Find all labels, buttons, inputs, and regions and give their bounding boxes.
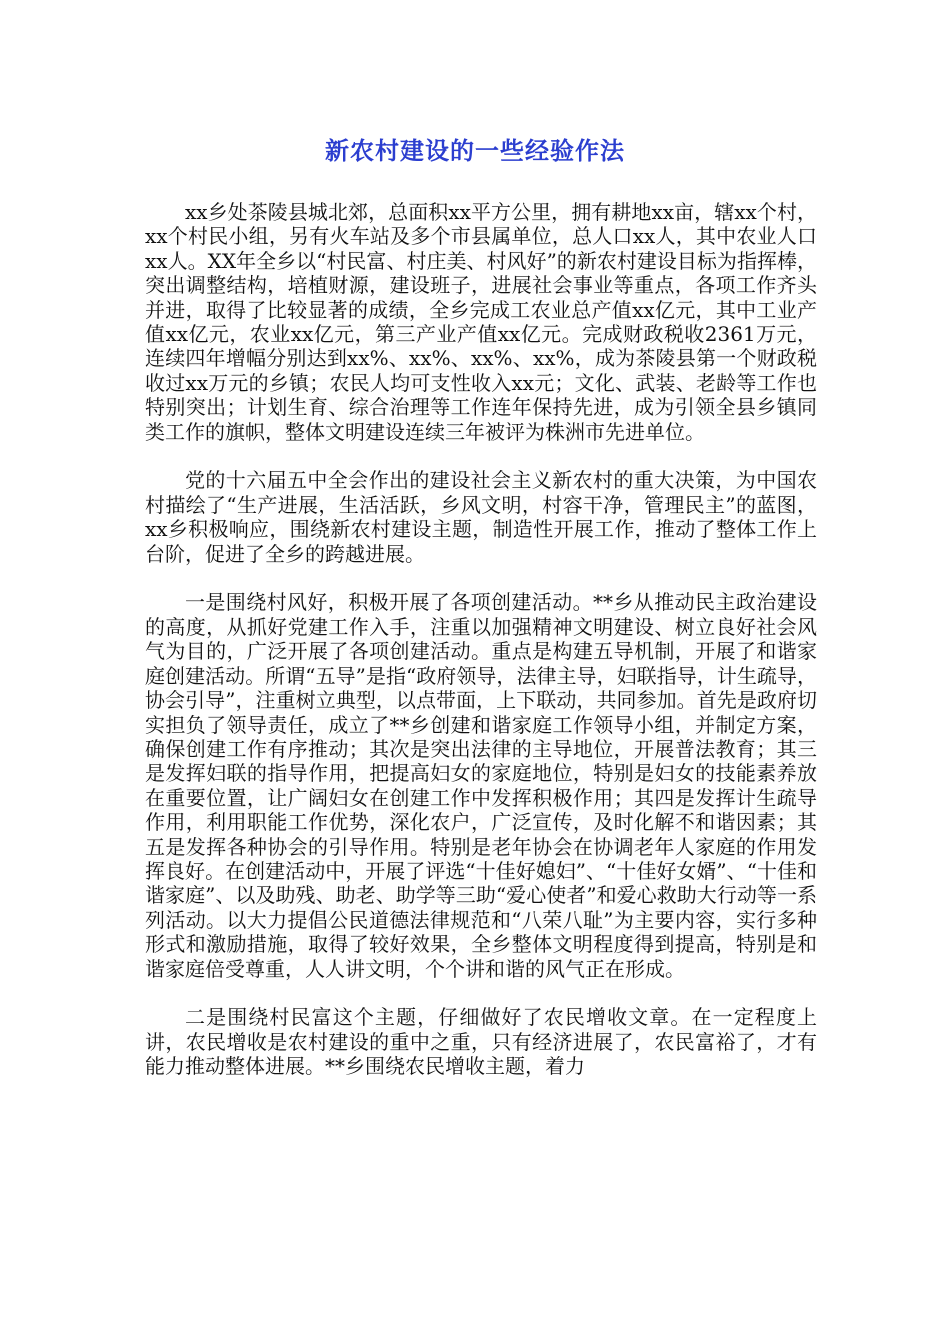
paragraph-intro: xx乡处茶陵县城北郊，总面积xx平方公里，拥有耕地xx亩，辖xx个村，xx个村民小组，另有火车站及多个市县属单位，总人口xx人，其中农业人口xx人。XX年全乡以“村民富、村庄美、村风好”的新农村建设目标为指挥棒，突出调整结构，培植财源，建设班子，进展社会事业等重点，各项工作齐头并进，取得了比较显著的成绩，全乡完成工农业总产值xx亿元，其中工业产值xx亿元，农业xx亿元，第三产业产值xx亿元。完成财政税收2361万元，连续四年增幅分别达到xx%、xx%、xx%、xx%，成为茶陵县第一个财政税收过xx万元的乡镇；农民人均可支性收入xx元；文化、武装、老龄等工作也特别突出；计划生育、综合治理等工作连年保持先进，成为引领全县乡镇同类工作的旗帜，整体文明建设连续三年被评为株洲市先进单位。 [145,200,817,444]
paragraph-farmer-income: 二是围绕村民富这个主题，仔细做好了农民增收文章。在一定程度上讲，农民增收是农村建设的重中之重，只有经济进展了，农民富裕了，才有能力推动整体进展。**乡围绕农民增收主题，着力 [145,1005,817,1079]
paragraph-village-style: 一是围绕村风好，积极开展了各项创建活动。**乡从推动民主政治建设的高度，从抓好党建工作入手，注重以加强精神文明建设、树立良好社会风气为目的，广泛开展了各项创建活动。重点是构建五导机制，开展了和谐家庭创建活动。所谓“五导”是指“政府领导，法律主导，妇联指导，计生疏导，协会引导”，注重树立典型，以点带面，上下联动，共同参加。首先是政府切实担负了领导责任，成立了**乡创建和谐家庭工作领导小组，并制定方案，确保创建工作有序推动；其次是突出法律的主导地位，开展普法教育；其三是发挥妇联的指导作用，把提高妇女的家庭地位，特别是妇女的技能素养放在重要位置，让广阔妇女在创建工作中发挥积极作用；其四是发挥计生疏导作用，利用职能工作优势，深化农户，广泛宣传，及时化解不和谐因素；其五是发挥各种协会的引导作用。特别是老年协会在协调老年人家庭的作用发挥良好。在创建活动中，开展了评选“十佳好媳妇”、“十佳好女婿”、“十佳和谐家庭”、以及助残、助老、助学等三助“爱心使者”和爱心救助大行动等一系列活动。以大力提倡公民道德法律规范和“八荣八耻”为主要内容，实行多种形式和激励措施，取得了较好效果，全乡整体文明程度得到提高，特别是和谐家庭倍受尊重，人人讲文明，个个讲和谐的风气正在形成。 [145,590,817,981]
document-body [145,200,817,1103]
document-title: 新农村建设的一些经验作法 [325,137,625,165]
paragraph-policy: 党的十六届五中全会作出的建设社会主义新农村的重大决策，为中国农村描绘了“生产进展，生活活跃，乡风文明，村容干净，管理民主”的蓝图，xx乡积极响应，围绕新农村建设主题，制造性开展工作，推动了整体工作上台阶，促进了全乡的跨越进展。 [145,468,817,566]
